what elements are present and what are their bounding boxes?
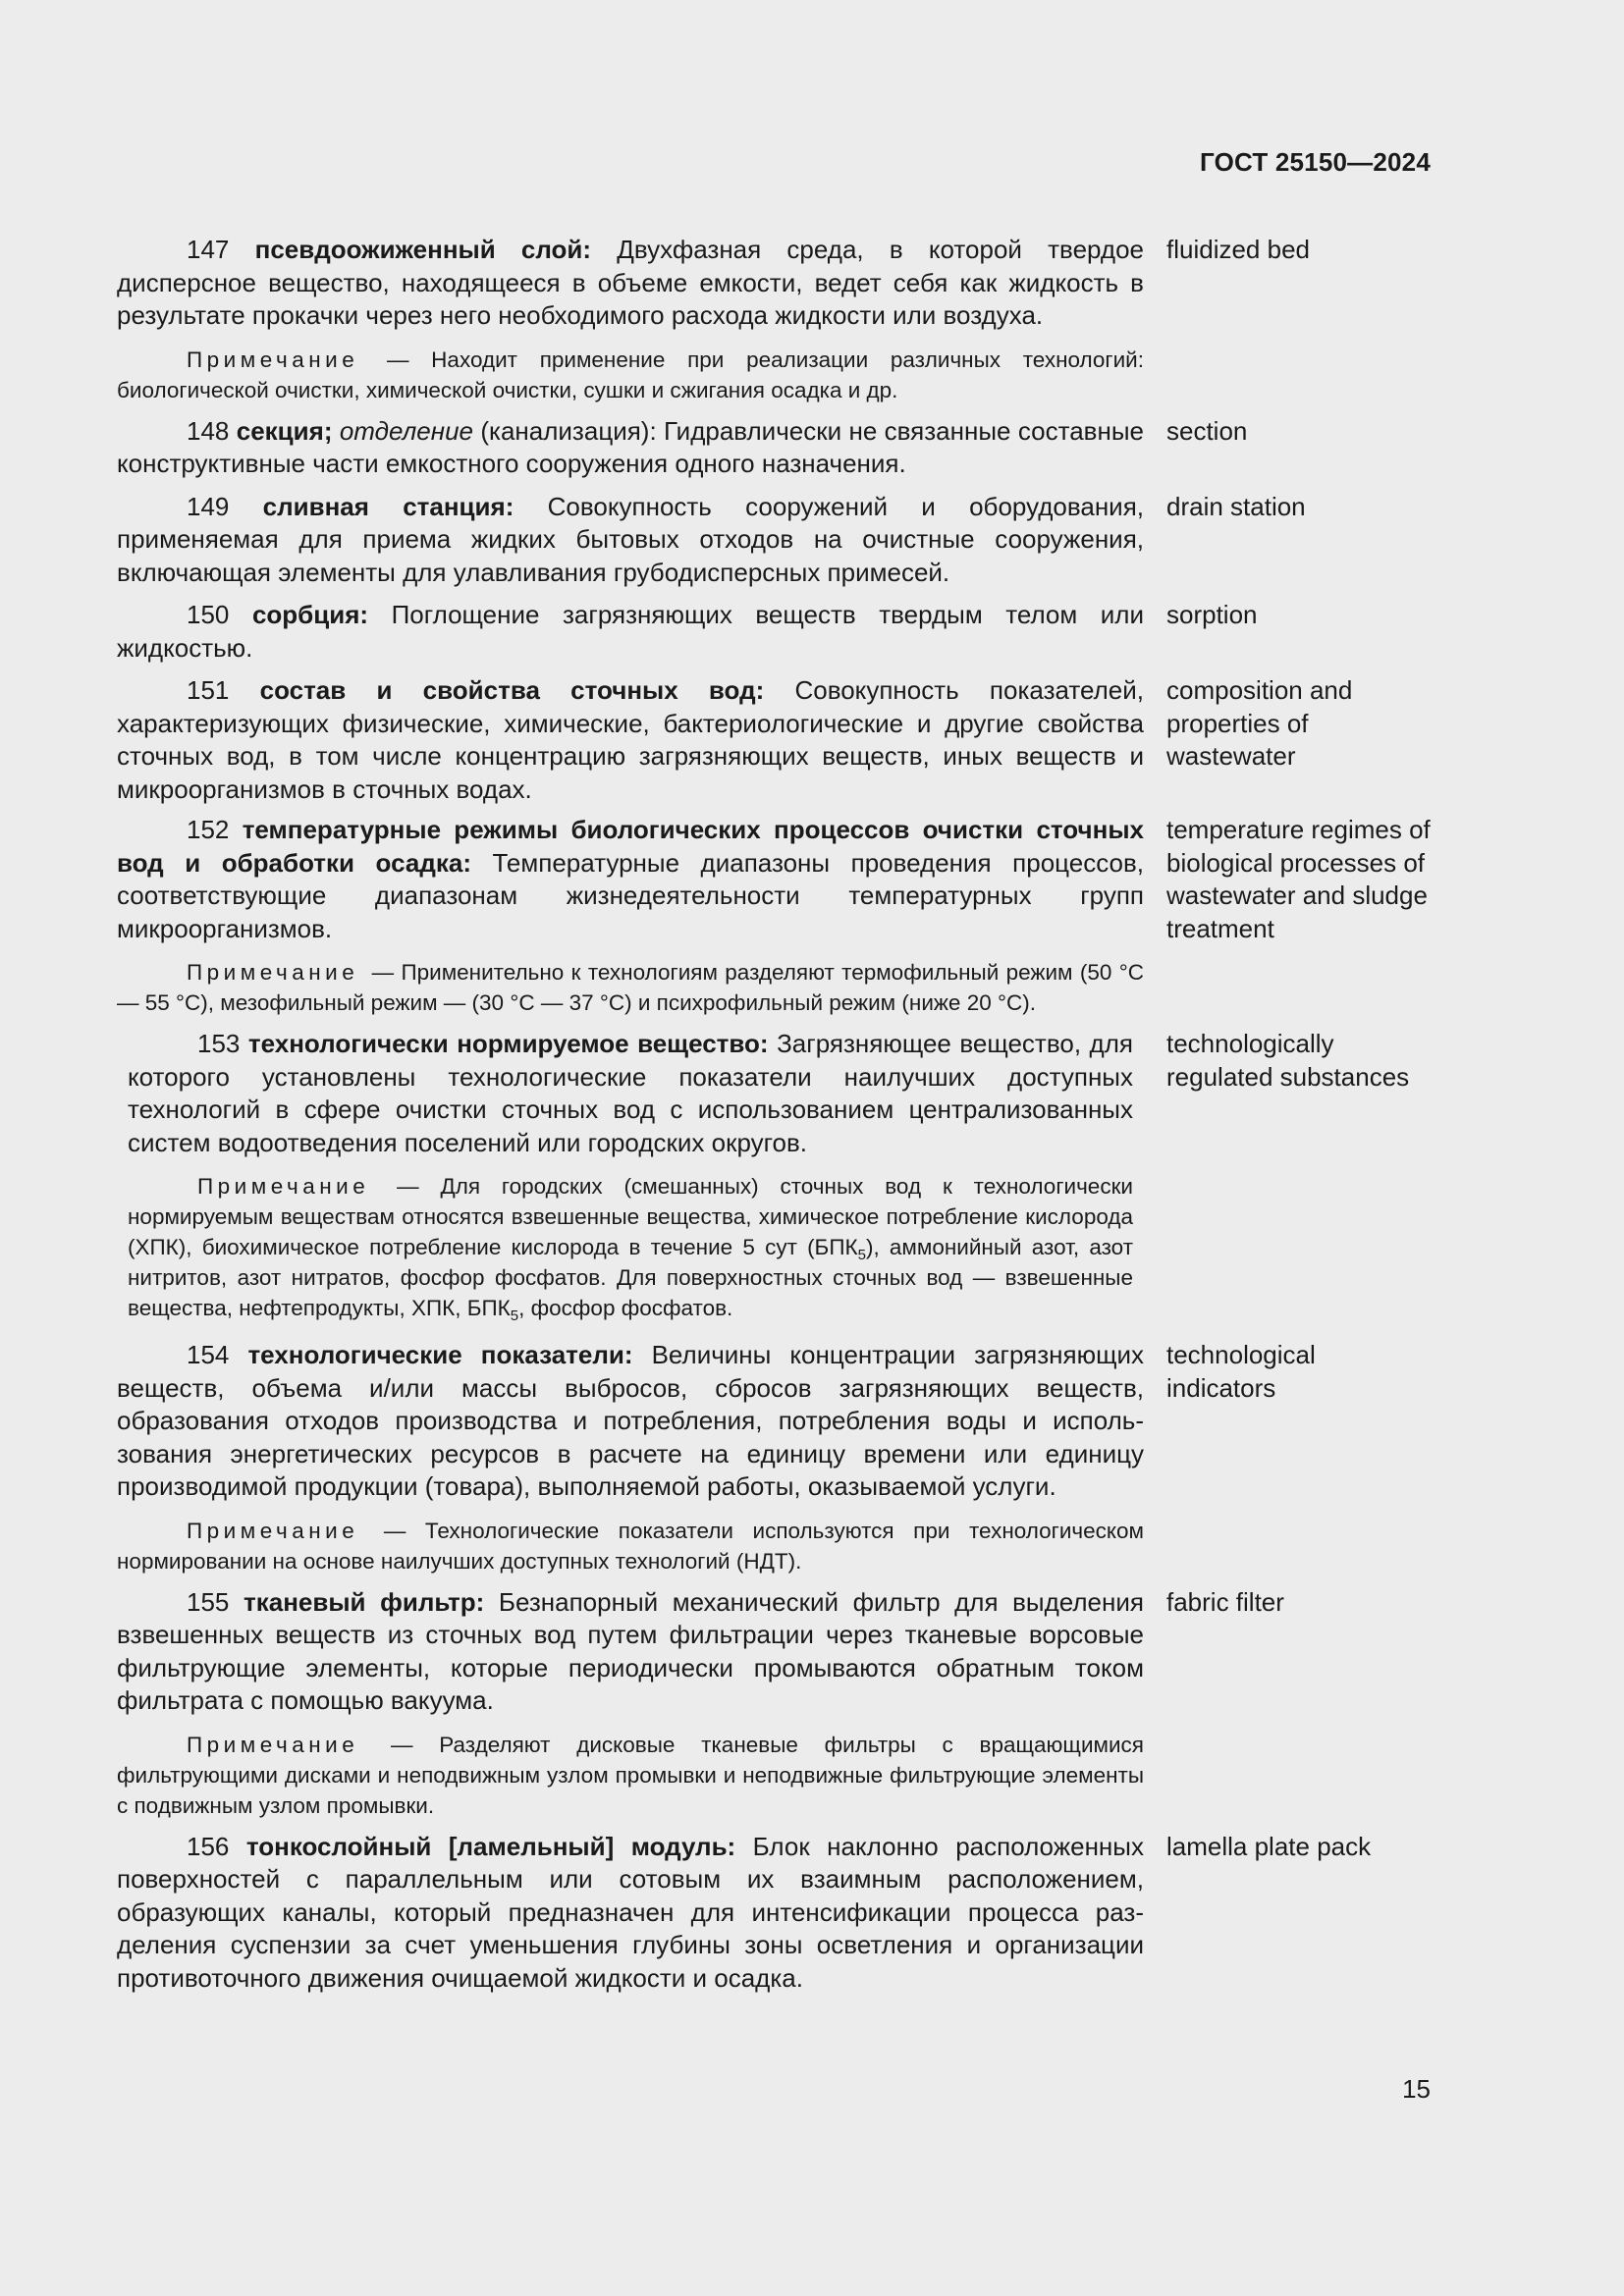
english-equivalent: fabric filter xyxy=(1166,1586,1284,1617)
term-definition xyxy=(117,1339,1144,1504)
term-name: тонкослойный [ламельный] модуль: xyxy=(245,1831,736,1861)
term-definition xyxy=(117,1586,1144,1718)
definition-text: (канализация): Гидравлически не связанные составные конструктивные части емкостного сооружения одного назначения. xyxy=(117,415,1144,478)
note-label: Примечание xyxy=(187,347,359,372)
note-label: Примечание xyxy=(187,960,359,985)
term-definition xyxy=(117,599,1144,665)
term-number: 154 xyxy=(187,1340,230,1369)
definition-column xyxy=(117,1831,1144,1996)
english-equivalent: sorption xyxy=(1166,600,1258,629)
term-name: температурные режимы биологических процессов очистки сточных вод и обработки осадка: xyxy=(117,815,1144,878)
note-text: , фосфор фосфатов. xyxy=(518,1296,733,1320)
term-number: 152 xyxy=(187,815,230,844)
term-entry-151 xyxy=(117,674,1433,806)
definition-column xyxy=(117,1339,1144,1576)
english-equivalent: fluidized bed xyxy=(1166,235,1310,264)
term-name: состав и свойства сточных вод: xyxy=(259,675,765,705)
term-entry-148 xyxy=(117,415,1433,481)
term-definition xyxy=(117,415,1144,481)
term-note xyxy=(117,1730,1144,1821)
english-equivalent: temperature regimes of biological processes of wastewater and sludge treatment xyxy=(1166,815,1431,943)
term-name: технологически нормируемое вещество: xyxy=(247,1029,769,1058)
standard-header: ГОСТ 25150—2024 xyxy=(1200,147,1431,177)
definition-column xyxy=(117,674,1144,806)
definition-text: Загрязняющее вещество, для которого установлены технологические показатели наилучших доступных технологий в сфере очистки сточных вод с использованием централизованных систем водоотведения поселений или городских округов. xyxy=(128,1029,1133,1157)
english-equivalent: lamella plate pack xyxy=(1166,1831,1372,1861)
note-label: Примечание xyxy=(187,1518,359,1543)
term-number: 155 xyxy=(187,1586,230,1617)
term-name: сорбция: xyxy=(251,600,369,629)
definition-text: Двухфазная среда, в которой твердое дисперсное вещество, находящееся в объеме емкости, ведет себя как жидкость в результате прокачки через него необходимого расхода жидкости или воздуха. xyxy=(117,235,1144,330)
english-equivalent: technologically regulated substances xyxy=(1166,1029,1410,1092)
term-definition xyxy=(128,1028,1133,1159)
term-entry-147 xyxy=(117,234,1433,405)
terms-list xyxy=(117,234,1433,1995)
term-entry-156 xyxy=(117,1831,1433,1996)
definition-column xyxy=(117,415,1144,481)
term-number: 156 xyxy=(187,1831,230,1861)
note-text: — Находит применение при реализации различных технологий: биологической очистки, химической очистки, сушки и сжигания осадка и др. xyxy=(117,347,1144,402)
term-definition xyxy=(117,814,1144,945)
definition-column xyxy=(117,1586,1144,1821)
definition-column xyxy=(117,814,1144,1018)
term-number: 147 xyxy=(187,235,230,264)
term-definition xyxy=(117,234,1144,333)
definition-text: Блок наклонно расположенных поверхностей с параллельным или сотовым их взаимным расположением, образующих каналы, который предназначен для интенсификации процесса разделения суспензии за счет уменьшения глубины зоны осветления и организации противоточного движения очищаемой жидкости и осадка. xyxy=(117,1831,1144,1993)
term-entry-152 xyxy=(117,814,1433,1018)
term-note xyxy=(117,957,1144,1018)
term-definition xyxy=(117,674,1144,806)
term-note xyxy=(117,345,1144,405)
note-text: — Для городских (смешанных) сточных вод к технологически нормируемым веществам относятся взвешенные вещества, химическое потребление кислорода (ХПК), биохимическое потребление кислорода в течение 5 сут (БПК xyxy=(128,1174,1133,1259)
subscript: 5 xyxy=(857,1247,866,1263)
definition-text: Температурные диапазоны проведения процессов, соответствующие диапазонам жизнедеятельности температурных групп микроорганизмов. xyxy=(117,847,1145,943)
term-name: технологические показатели: xyxy=(247,1340,633,1369)
definition-text: Совокупность показателей, характеризующих физические, химические, бактериологические и другие свойства сточных вод, в том числе концентрацию загрязняющих веществ, иных веществ и микроорганизмов в сточных водах. xyxy=(117,675,1144,804)
term-note xyxy=(117,1516,1144,1576)
term-name: тканевый фильтр: xyxy=(243,1586,485,1617)
english-equivalent: drain station xyxy=(1166,491,1306,521)
term-name: сливная станция: xyxy=(262,491,514,521)
note-text: ), аммонийный азот, азот нитритов, азот нитратов, фосфор фосфатов. Для поверхностных сточных вод — взвешенные вещества, нефтепродукты, ХПК, БПК xyxy=(128,1235,1134,1320)
subscript: 5 xyxy=(510,1308,519,1324)
definition-column xyxy=(117,491,1144,590)
term-synonym: отделение xyxy=(339,415,473,446)
definition-text: Безнапорный механический фильтр для выделения взвешенных веществ из сточных вод путем фильтрации через тканевые ворсовые фильтрующие элементы, которые периодически промываются обратным током фильтрата с помощью вакуума. xyxy=(117,1586,1144,1715)
term-entry-150 xyxy=(117,599,1433,665)
term-definition xyxy=(117,1831,1144,1996)
term-note xyxy=(128,1171,1133,1323)
term-number: 149 xyxy=(187,491,230,521)
term-entry-155 xyxy=(117,1586,1433,1821)
note-text: — Применительно к технологиям разделяют термофильный режим (50 °C — 55 °C), мезофильный режим — (30 °C — 37 °C) и психрофильный режим (ниже 20 °C). xyxy=(117,960,1144,1015)
term-entry-149 xyxy=(117,491,1433,590)
term-entry-154 xyxy=(117,1339,1433,1576)
term-number: 150 xyxy=(187,600,230,629)
note-label: Примечание xyxy=(187,1732,359,1757)
english-equivalent: technological indicators xyxy=(1166,1340,1316,1403)
term-name: псевдоожиженный слой: xyxy=(254,235,592,264)
definition-column xyxy=(117,234,1144,405)
term-entry-153 xyxy=(117,1028,1433,1323)
english-equivalent: section xyxy=(1166,415,1248,446)
definition-text: Совокупность сооружений и оборудования, применяемая для приема жидких бытовых отходов на очистные сооружения, включающая элементы для улавливания грубодисперсных примесей. xyxy=(117,491,1145,587)
definition-text: Поглощение загрязняющих веществ твердым телом или жидкостью. xyxy=(117,600,1144,663)
note-text: — Разделяют дисковые тканевые фильтры с вращающимися фильтрующими дисками и неподвижным узлом промывки и неподвижные фильтрующие элементы с подвижным узлом промывки. xyxy=(117,1732,1144,1818)
definition-text: Величины концентрации загрязняющих веществ, объема и/или массы выбросов, сбросов загрязняющих веществ, образования отходов производства и потребления, потребления воды и использования энергетических ресурсов в расчете на единицу времени или единицу производимой продукции (товара), выполняемой работы, оказываемой услуги. xyxy=(117,1340,1144,1501)
term-number: 148 xyxy=(187,415,230,446)
definition-column xyxy=(117,599,1144,665)
definition-column xyxy=(117,1028,1144,1323)
term-number: 151 xyxy=(187,675,230,705)
note-text: — Технологические показатели используются при технологическом нормировании на основе наилучших доступных технологий (НДТ). xyxy=(117,1518,1144,1574)
note-label: Примечание xyxy=(197,1174,370,1199)
english-equivalent: composition and properties of wastewater xyxy=(1166,675,1353,771)
term-number: 153 xyxy=(197,1029,241,1058)
term-name: секция; xyxy=(236,415,333,446)
term-definition xyxy=(117,491,1144,590)
page-number: 15 xyxy=(1402,2074,1431,2104)
